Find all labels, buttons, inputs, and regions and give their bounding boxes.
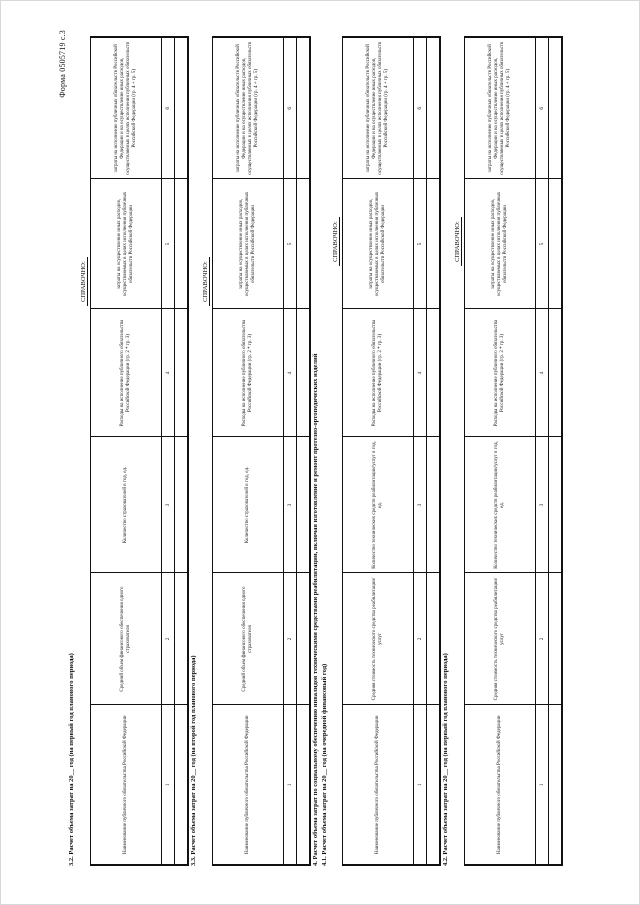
column-number: 1 xyxy=(162,705,175,865)
header-cell: затраты на исполнение публичных обязательств Российской Федерации и на осуществление иных расходов, осуществляемых в целях исполнения публичных обязательств Российской Федерации (гр. 4 + гр. 5) xyxy=(465,37,536,179)
header-cell: Расходы на исполнение публичного обязательства Российской Федерации (гр. 2 * гр. 3) xyxy=(343,309,414,437)
table-4-2 xyxy=(464,36,563,866)
data-cell[interactable] xyxy=(297,437,311,573)
column-number: 2 xyxy=(536,573,549,705)
header-cell: Количество страхователей в год, ед. xyxy=(91,437,162,573)
form-code: Форма 0505719 с.3 xyxy=(58,30,67,98)
column-number: 2 xyxy=(414,573,427,705)
data-cell[interactable] xyxy=(427,309,441,437)
data-cell[interactable] xyxy=(297,573,311,705)
column-number: 6 xyxy=(162,37,175,179)
column-number: 5 xyxy=(414,179,427,309)
header-cell: Количество технических средств реабилитации/услуг в год, ед. xyxy=(465,437,536,573)
data-cell[interactable] xyxy=(175,309,189,437)
data-cell[interactable] xyxy=(549,37,563,179)
column-number: 5 xyxy=(536,179,549,309)
table-3-2 xyxy=(90,36,189,866)
header-cell: Расходы на исполнение публичного обязательства Российской Федерации (гр. 2 * гр. 3) xyxy=(91,309,162,437)
column-number: 2 xyxy=(162,573,175,705)
column-number: 6 xyxy=(536,37,549,179)
data-cell[interactable] xyxy=(297,309,311,437)
header-cell: затраты на осуществление иных расходов, осуществляемых в целях исполнения публичных обязательств Российской Федерации xyxy=(91,179,162,309)
section-title: 3.3. Расчет объема затрат на 20__ год (на второй год планового периода) xyxy=(190,655,197,866)
column-number: 1 xyxy=(536,705,549,865)
header-cell: Количество технических средств реабилитации/услуг в год, ед. xyxy=(343,437,414,573)
data-cell[interactable] xyxy=(175,573,189,705)
data-cell[interactable] xyxy=(549,179,563,309)
header-cell: затраты на исполнение публичных обязательств Российской Федерации и на осуществление иных расходов, осуществляемых в целях исполнения публичных обязательств Российской Федерации (гр. 4 + гр. 5) xyxy=(343,37,414,179)
spravochno-label: СПРАВОЧНО: xyxy=(332,217,340,266)
column-number: 6 xyxy=(414,37,427,179)
header-cell: Расходы на исполнение публичного обязательства Российской Федерации (гр. 2 * гр. 3) xyxy=(213,309,284,437)
header-cell: затраты на осуществление иных расходов, осуществляемых в целях исполнения публичных обязательств Российской Федерации xyxy=(465,179,536,309)
column-number: 1 xyxy=(284,705,297,865)
table-4-1 xyxy=(342,36,441,866)
data-cell[interactable] xyxy=(175,705,189,865)
column-number: 1 xyxy=(414,705,427,865)
section-4-title: 4. Расчет объема затрат по социальному обеспечению инвалидов техническими средствами реабилитации, включая изготовление и ремонт протезно-ортопедических изделий xyxy=(312,353,319,866)
data-cell[interactable] xyxy=(427,705,441,865)
data-cell[interactable] xyxy=(549,437,563,573)
header-cell: Количество страхователей в год, ед. xyxy=(213,437,284,573)
data-cell[interactable] xyxy=(549,309,563,437)
data-cell[interactable] xyxy=(427,573,441,705)
header-cell: затраты на осуществление иных расходов, осуществляемых в целях исполнения публичных обязательств Российской Федерации xyxy=(343,179,414,309)
data-cell[interactable] xyxy=(297,37,311,179)
column-number: 4 xyxy=(284,309,297,437)
spravochno-label: СПРАВОЧНО: xyxy=(454,217,462,266)
column-number: 5 xyxy=(162,179,175,309)
data-cell[interactable] xyxy=(427,179,441,309)
column-number: 5 xyxy=(284,179,297,309)
header-cell: затраты на исполнение публичных обязательств Российской Федерации и на осуществление иных расходов, осуществляемых в целях исполнения публичных обязательств Российской Федерации (гр. 4 + гр. 5) xyxy=(213,37,284,179)
header-cell: затраты на осуществление иных расходов, осуществляемых в целях исполнения публичных обязательств Российской Федерации xyxy=(213,179,284,309)
header-cell: Наименование публичного обязательства Российской Федерации xyxy=(465,705,536,865)
header-cell: Наименование публичного обязательства Российской Федерации xyxy=(91,705,162,865)
data-cell[interactable] xyxy=(549,705,563,865)
data-cell[interactable] xyxy=(427,437,441,573)
rotated-form-page xyxy=(50,22,590,882)
section-title: 4.1. Расчет объема затрат на 20__ год (на очередной финансовый год) xyxy=(321,663,328,866)
data-cell[interactable] xyxy=(175,437,189,573)
data-cell[interactable] xyxy=(427,37,441,179)
spravochno-label: СПРАВОЧНО: xyxy=(202,257,210,306)
column-number: 3 xyxy=(284,437,297,573)
column-number: 3 xyxy=(536,437,549,573)
data-cell[interactable] xyxy=(297,705,311,865)
data-cell[interactable] xyxy=(175,179,189,309)
data-cell[interactable] xyxy=(175,37,189,179)
spravochno-label: СПРАВОЧНО: xyxy=(80,257,88,306)
header-cell: Средняя стоимость технического средства реабилитации/услуг xyxy=(343,573,414,705)
header-cell: Наименование публичного обязательства Российской Федерации xyxy=(213,705,284,865)
column-number: 3 xyxy=(414,437,427,573)
column-number: 2 xyxy=(284,573,297,705)
header-cell: Наименование публичного обязательства Российской Федерации xyxy=(343,705,414,865)
section-title: 3.2. Расчет объема затрат на 20__ год (на первый год планового периода) xyxy=(68,653,75,866)
header-cell: затраты на исполнение публичных обязательств Российской Федерации и на осуществление иных расходов, осуществляемых в целях исполнения публичных обязательств Российской Федерации (гр. 4 + гр. 5) xyxy=(91,37,162,179)
data-cell[interactable] xyxy=(297,179,311,309)
column-number: 4 xyxy=(536,309,549,437)
header-cell: Средний объем финансового обеспечения одного страхователя xyxy=(91,573,162,705)
column-number: 4 xyxy=(162,309,175,437)
column-number: 6 xyxy=(284,37,297,179)
column-number: 3 xyxy=(162,437,175,573)
table-3-3 xyxy=(212,36,311,866)
data-cell[interactable] xyxy=(549,573,563,705)
header-cell: Расходы на исполнение публичного обязательства Российской Федерации (гр. 2 * гр. 3) xyxy=(465,309,536,437)
section-title: 4.2. Расчет объема затрат на 20__ год (на первый год планового периода) xyxy=(442,653,449,866)
column-number: 4 xyxy=(414,309,427,437)
header-cell: Средний объем финансового обеспечения одного страхователя xyxy=(213,573,284,705)
header-cell: Средняя стоимость технического средства реабилитации/услуг xyxy=(465,573,536,705)
